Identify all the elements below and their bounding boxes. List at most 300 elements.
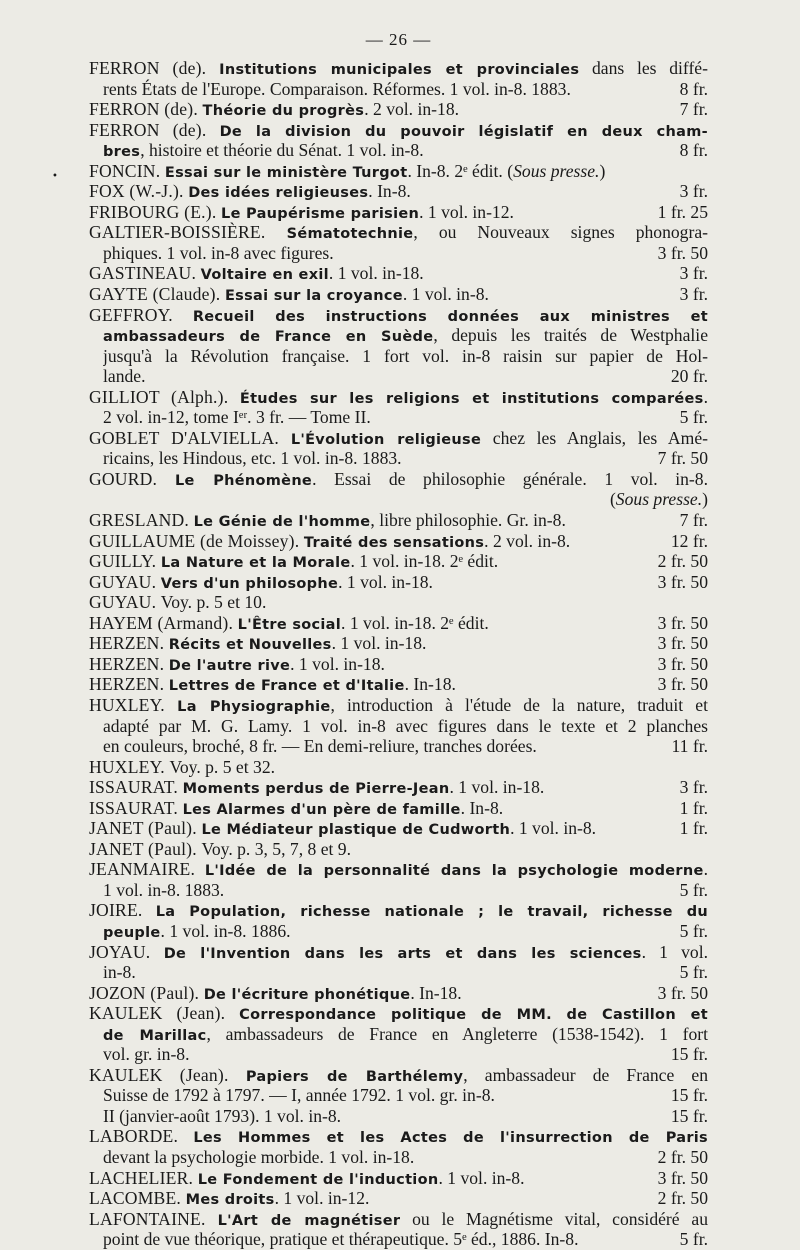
entry-line-text [103, 1229, 579, 1250]
entry-line-text [103, 1044, 190, 1065]
entry-line-text [89, 777, 544, 798]
entry-author: FERRON (de). [89, 58, 220, 78]
entry-text: en couleurs, broché, 8 fr. — En demi-reliure, tranches dorées. [103, 736, 537, 757]
entry-line-text [89, 654, 385, 675]
entry-text: . In-18. [404, 674, 456, 695]
entry-title: bres [103, 144, 141, 161]
entry-price: 2 fr. 50 [657, 1188, 708, 1209]
entry-author: GAYTE (Claude). [89, 284, 225, 305]
entry-author: GRESLAND. [89, 510, 194, 531]
entry-line-text [103, 346, 708, 367]
entry-line-text [103, 448, 402, 469]
entry-price: 7 fr. [679, 99, 708, 120]
entry-line [89, 1044, 708, 1065]
catalog-entry [89, 1188, 708, 1209]
entry-line [89, 900, 708, 921]
entry-title: Essai sur la croyance [224, 288, 403, 305]
entry-text: . 2 vol. in-8. [484, 530, 571, 551]
entry-line-text [89, 387, 708, 408]
entry-line-text [610, 489, 708, 510]
entry-text: ) [702, 489, 708, 510]
entry-text: . 1 vol. in-18. [331, 633, 427, 654]
entry-text: Voy. p. 5 et 10. [160, 592, 267, 613]
entry-price: 15 fr. [670, 1105, 708, 1126]
entry-text: . 1 vol. in-8. [438, 1167, 525, 1188]
catalog-entry [89, 674, 708, 695]
entry-line-text [89, 1168, 524, 1189]
entry-price: 3 fr. 50 [657, 242, 708, 263]
entry-line-text [89, 531, 570, 552]
entry-line-text [89, 1188, 369, 1209]
entry-author: GEFFROY. [89, 304, 193, 325]
entry-text: in-8. [103, 962, 136, 983]
entry-text: . 1 vol. in-12. [274, 1188, 370, 1209]
entry-line [89, 1065, 708, 1086]
entry-line-text [103, 140, 424, 161]
entry-line [89, 716, 708, 737]
entry-line [89, 243, 708, 264]
entry-line [89, 1003, 708, 1024]
catalog-entry [89, 859, 708, 900]
entry-line [89, 263, 708, 284]
entry-author: FERRON (de). [89, 119, 220, 140]
entry-line-text [89, 859, 708, 880]
entry-text: . 1 vol. in-18. 2ᵉ édit. [350, 551, 499, 572]
entry-line [89, 757, 708, 778]
entry-line-text [103, 1106, 341, 1127]
catalog-entry [89, 120, 708, 161]
entry-line [89, 942, 708, 963]
entry-line-text [89, 161, 605, 182]
entry-line [89, 592, 708, 613]
entry-title: Recueil des instructions données aux ministres et [192, 308, 708, 325]
entry-price: 7 fr. 50 [657, 448, 708, 469]
entry-author: GUYAU. [89, 571, 161, 592]
entry-line [89, 962, 708, 983]
entry-text: 1 vol. in-8. 1883. [103, 879, 225, 900]
entry-title: Sématotechnie [286, 226, 414, 243]
entry-author: HUXLEY. [89, 694, 178, 715]
entry-author: ISSAURAT. [89, 777, 183, 798]
entry-line-text [103, 736, 537, 757]
entry-text: , histoire et théorie du Sénat. 1 vol. in-8. [140, 140, 424, 161]
catalog-entry [89, 99, 708, 120]
entry-text: . 1 vol. [641, 941, 708, 962]
entry-line-text [89, 120, 708, 141]
entry-title: La Nature et la Morale [160, 555, 351, 572]
entry-line [89, 222, 708, 243]
catalog-entry [89, 942, 708, 983]
entry-line-text [89, 1065, 708, 1086]
entry-line [89, 798, 708, 819]
entry-price: 3 fr. 50 [657, 653, 708, 674]
entry-line [89, 387, 708, 408]
entry-price: 3 fr. 50 [657, 571, 708, 592]
entry-line-text [103, 366, 146, 387]
catalog-entry [89, 510, 708, 531]
entry-line-text [89, 1126, 708, 1147]
entry-line [89, 284, 708, 305]
entry-price: 1 fr. [679, 797, 708, 818]
catalog-entry [89, 1168, 708, 1189]
entry-line-text [89, 572, 433, 593]
catalog-entry [89, 428, 708, 469]
entry-text: . 1 vol. in-18. [338, 571, 433, 592]
entry-italic: Sous presse. [615, 489, 703, 510]
entry-line [89, 1106, 708, 1127]
entry-line [89, 839, 708, 860]
entry-author: JANET (Paul). [89, 838, 202, 859]
entry-line-text [103, 962, 136, 983]
entry-line [89, 325, 708, 346]
entry-line-text [89, 798, 503, 819]
entry-text: . 1 vol. in-18. [328, 263, 424, 284]
entry-line [89, 202, 708, 223]
entry-price: 5 fr. [679, 920, 708, 941]
entry-line [89, 58, 708, 79]
entry-line-text [89, 202, 514, 223]
entry-title: Théorie du progrès [202, 103, 365, 120]
entry-author: GASTINEAU. [89, 263, 201, 284]
entry-author: GOBLET D'ALVIELLA. [89, 427, 291, 448]
entry-price: 2 fr. 50 [657, 1146, 708, 1167]
entry-author: FERRON (de). [89, 99, 203, 120]
entry-price: 3 fr. 50 [657, 1167, 708, 1188]
entry-line-text [89, 674, 456, 695]
entry-line [89, 1168, 708, 1189]
entry-line-text [89, 428, 708, 449]
entry-text: ( [609, 489, 616, 510]
entry-line [89, 654, 708, 675]
entry-line-text [89, 1003, 708, 1024]
entry-line [89, 695, 708, 716]
entry-line-text [89, 284, 489, 305]
entry-line-text [89, 305, 708, 326]
entry-line [89, 140, 708, 161]
entry-title: Traité des sensations [303, 534, 485, 551]
entry-line-text [103, 1147, 414, 1168]
catalog-entry [89, 613, 708, 634]
entry-author: GALTIER-BOISSIÈRE. [89, 222, 287, 243]
entry-title: Le Génie de l'homme [193, 514, 371, 531]
entry-line-text [103, 1085, 495, 1106]
entry-line-text [89, 58, 708, 79]
entry-price: 5 fr. [679, 407, 708, 428]
entry-text: , libre philosophie. Gr. in-8. [370, 510, 566, 531]
entry-line-text [103, 880, 224, 901]
entry-author: FOX (W.-J.). [89, 181, 189, 202]
entry-text: . [703, 386, 708, 407]
catalog-entry [89, 900, 708, 941]
entry-author: ISSAURAT. [89, 797, 183, 818]
page-number: — 26 — [365, 30, 432, 49]
entry-line-text [89, 551, 498, 572]
entry-price: 8 fr. [679, 78, 708, 99]
entry-line [89, 120, 708, 141]
entry-text: Voy. p. 3, 5, 7, 8 et 9. [201, 838, 351, 859]
catalog-entry [89, 633, 708, 654]
entry-text: rents États de l'Europe. Comparaison. Réformes. 1 vol. in-8. 1883. [103, 78, 571, 99]
entry-line-text [103, 325, 708, 346]
catalog-entry [89, 1003, 708, 1065]
entry-line-text [89, 818, 596, 839]
entry-line [89, 181, 708, 202]
entry-title: ambassadeurs de France en Suède [103, 329, 434, 346]
entry-line-text [89, 757, 275, 778]
entry-line-text [103, 716, 708, 737]
entry-line-text [89, 942, 708, 963]
entry-line [89, 305, 708, 326]
entry-price: 3 fr. [679, 263, 708, 284]
catalog-entry [89, 757, 708, 778]
catalog-entry [89, 983, 708, 1004]
entry-text: . 1 vol. in-12. [419, 201, 514, 222]
entry-line [89, 921, 708, 942]
entry-line [89, 448, 708, 469]
catalog-entry [89, 469, 708, 510]
entry-price: 15 fr. [670, 1085, 708, 1106]
entry-author: GOURD. [89, 468, 175, 489]
catalog-entry [89, 551, 708, 572]
entry-price: 12 fr. [670, 530, 708, 551]
entry-text: vol. gr. in-8. [103, 1044, 190, 1065]
entry-line [89, 346, 708, 367]
entry-text: . 1 vol. in-8. 1886. [160, 920, 291, 941]
entry-text: dans les diffé- [579, 58, 708, 78]
entry-title: Le Paupérisme parisien [221, 205, 420, 222]
entry-title: Les Alarmes d'un père de famille [182, 801, 461, 818]
entry-title: peuple [103, 924, 161, 941]
entry-price: 1 fr. [679, 818, 708, 839]
catalog-entry [89, 181, 708, 202]
entry-text: , introduction à l'étude de la nature, traduit et [330, 694, 708, 715]
entry-line [89, 79, 708, 100]
entry-title: Correspondance politique de MM. de Castillon et [239, 1007, 708, 1024]
entry-author: HERZEN. [89, 674, 169, 695]
catalog-entry [89, 818, 708, 839]
entry-author: LACHELIER. [89, 1167, 198, 1188]
catalog-entry [89, 263, 708, 284]
entry-title: L'Être social [237, 616, 342, 633]
entry-line-text [89, 900, 708, 921]
entry-line-text [89, 592, 266, 613]
entry-author: JOZON (Paul). [89, 982, 204, 1003]
entry-line [89, 1188, 708, 1209]
catalog-entry [89, 592, 708, 613]
entry-text: , ou Nouveaux signes phonogra- [413, 222, 708, 243]
entry-line [89, 161, 708, 182]
entry-text: . Essai de philosophie générale. 1 vol. in-8. [312, 468, 708, 489]
entry-author: GUILLAUME (de Moissey). [89, 530, 304, 551]
entry-line [89, 531, 708, 552]
entry-author: LAFONTAINE. [89, 1208, 218, 1229]
entry-text: adapté par M. G. Lamy. 1 vol. in-8 avec figures dans le texte et 2 planches [103, 715, 708, 736]
entry-text: devant la psychologie morbide. 1 vol. in-18. [103, 1146, 415, 1167]
entry-author: JEANMAIRE. [89, 859, 205, 880]
catalog-entry [89, 305, 708, 387]
entry-price: 3 fr. 50 [657, 674, 708, 695]
entry-text: point de vue théorique, pratique et thérapeutique. 5ᵉ éd., 1886. In-8. [103, 1229, 579, 1250]
entry-title: Institutions municipales et provinciales [219, 62, 580, 78]
entry-price: 15 fr. [670, 1044, 708, 1065]
entry-price: 5 fr. [679, 962, 708, 983]
entry-line-text [89, 222, 708, 243]
entry-title: Lettres de France et d'Italie [168, 678, 405, 695]
entry-text: . In-8. 2ᵉ édit. ( [407, 160, 514, 181]
entry-author: GILLIOT (Alph.). [89, 386, 240, 407]
entry-line [89, 1147, 708, 1168]
entry-author: GUILLY. [89, 551, 161, 572]
entry-title: De l'autre rive [168, 657, 291, 674]
catalog-entry [89, 572, 708, 593]
entry-line-text [89, 695, 708, 716]
entry-text: ou le Magnétisme vital, considéré au [400, 1208, 708, 1229]
entry-title: Les Hommes et les Actes de l'insurrection de Paris [193, 1130, 708, 1147]
margin-bullet: • [52, 171, 58, 182]
entry-line-text [89, 613, 489, 634]
entry-line [89, 818, 708, 839]
entry-author: FONCIN. [89, 160, 165, 181]
entry-line [89, 983, 708, 1004]
entry-title: Papiers de Barthélemy [245, 1068, 464, 1085]
entry-author: HERZEN. [89, 653, 169, 674]
entry-title: Vers d'un philosophe [160, 575, 339, 592]
entry-line [89, 613, 708, 634]
entry-line-text [103, 1024, 708, 1045]
catalog-entry [89, 284, 708, 305]
entry-price: 3 fr. [679, 181, 708, 202]
entry-text: Suisse de 1792 à 1797. — I, année 1792. 1 vol. gr. in-8. [103, 1085, 495, 1106]
entry-author: LACOMBE. [89, 1188, 186, 1209]
entry-line [89, 1126, 708, 1147]
entry-text: Voy. p. 5 et 32. [169, 756, 276, 777]
entry-author: JOIRE. [89, 900, 156, 921]
entry-author: LABORDE. [89, 1126, 194, 1147]
entry-text: . 1 vol. in-18. 2ᵉ édit. [341, 612, 489, 633]
entry-price: 11 fr. [671, 736, 708, 757]
entry-price: 3 fr. 50 [657, 633, 708, 654]
entry-author: GUYAU. [89, 592, 161, 613]
entry-line [89, 1024, 708, 1045]
entry-text: . 2 vol. in-18. [364, 99, 460, 120]
entry-line-text [89, 181, 411, 202]
entry-line-text [89, 510, 566, 531]
entry-text: . 1 vol. in-18. [449, 777, 545, 798]
entry-title: Le Phénomène [174, 472, 313, 489]
entry-line [89, 407, 708, 428]
entry-title: Moments perdus de Pierre-Jean [182, 781, 450, 798]
entry-author: JANET (Paul). [89, 818, 202, 839]
entry-line [89, 489, 708, 510]
catalog-entry [89, 531, 708, 552]
catalog-entry [89, 161, 708, 182]
entry-line [89, 736, 708, 757]
catalog-entry [89, 202, 708, 223]
entry-line-text [89, 983, 462, 1004]
entry-line [89, 1085, 708, 1106]
entry-title: Essai sur le ministère Turgot [164, 164, 408, 181]
entry-line [89, 469, 708, 490]
catalog-entry [89, 387, 708, 428]
entry-text: jusqu'à la Révolution française. 1 fort vol. in-8 raisin sur papier de Hol- [103, 345, 708, 366]
catalog-entry [89, 695, 708, 757]
entry-text: , ambassadeur de France en [463, 1064, 708, 1085]
entry-line [89, 880, 708, 901]
entry-line [89, 99, 708, 120]
entry-text: . [703, 859, 708, 880]
entry-text: . 1 vol. in-18. [290, 653, 385, 674]
entry-line [89, 366, 708, 387]
entry-line-text [89, 839, 351, 860]
entry-line-text [89, 263, 424, 284]
entry-price: 3 fr. [679, 777, 708, 798]
entry-title: Études sur les religions et institutions comparées [239, 390, 704, 407]
entry-text: . 1 vol. in-8. [402, 284, 489, 305]
catalog-entry [89, 798, 708, 819]
entry-line [89, 1229, 708, 1250]
entry-line-text [89, 469, 708, 490]
entry-price: 3 fr. [679, 284, 708, 305]
entry-author: HAYEM (Armand). [89, 612, 238, 633]
entry-author: KAULEK (Jean). [89, 1003, 240, 1024]
entry-price: 20 fr. [670, 366, 708, 387]
entry-text: ricains, les Hindous, etc. 1 vol. in-8. 1883. [103, 448, 402, 469]
entry-price: 3 fr. 50 [657, 612, 708, 633]
entry-title: L'Évolution religieuse [290, 431, 482, 448]
entry-price: 5 fr. [679, 879, 708, 900]
catalog-entry [89, 777, 708, 798]
entry-line [89, 633, 708, 654]
entry-title: de Marillac [103, 1027, 207, 1044]
entry-line [89, 551, 708, 572]
entry-line-text [89, 99, 459, 120]
entry-line-text [103, 407, 371, 428]
entry-author: KAULEK (Jean). [89, 1064, 246, 1085]
entry-title: La Population, richesse nationale ; le travail, richesse du [155, 904, 708, 921]
entry-title: Des idées religieuses [188, 185, 369, 202]
entry-line [89, 674, 708, 695]
entry-title: La Physiographie [177, 698, 331, 715]
entry-price: 3 fr. 50 [657, 982, 708, 1003]
catalog-entries [89, 58, 708, 1250]
catalog-entry [89, 58, 708, 99]
entry-text: . In-8. [368, 181, 411, 202]
entry-title: Voltaire en exil [200, 267, 329, 284]
entry-line [89, 428, 708, 449]
entry-line [89, 777, 708, 798]
entry-title: De l'Invention dans les arts et dans les sciences [163, 945, 642, 962]
entry-line-text [103, 921, 291, 942]
entry-text: , depuis les traités de Westphalie [433, 325, 708, 346]
entry-line [89, 859, 708, 880]
entry-text: II (janvier-août 1793). 1 vol. in-8. [103, 1105, 342, 1126]
catalog-entry [89, 222, 708, 263]
entry-text: . 1 vol. in-8. [510, 818, 597, 839]
entry-line [89, 572, 708, 593]
entry-author: JOYAU. [89, 941, 164, 962]
entry-title: De l'écriture phonétique [203, 986, 411, 1003]
entry-title: L'Idée de la personnalité dans la psychologie moderne [204, 863, 704, 880]
entry-text: . In-18. [410, 982, 462, 1003]
entry-price: 8 fr. [679, 140, 708, 161]
entry-title: Le Médiateur plastique de Cudworth [201, 822, 511, 839]
entry-price: 5 fr. [679, 1229, 708, 1250]
catalog-entry [89, 1209, 708, 1250]
entry-text: , ambassadeurs de France en Angleterre (1538-1542). 1 fort [206, 1023, 708, 1044]
catalog-entry [89, 839, 708, 860]
entry-text: 2 vol. in-12, tome Iᵉʳ. 3 fr. — Tome II. [103, 407, 371, 428]
entry-price: 7 fr. [679, 510, 708, 531]
